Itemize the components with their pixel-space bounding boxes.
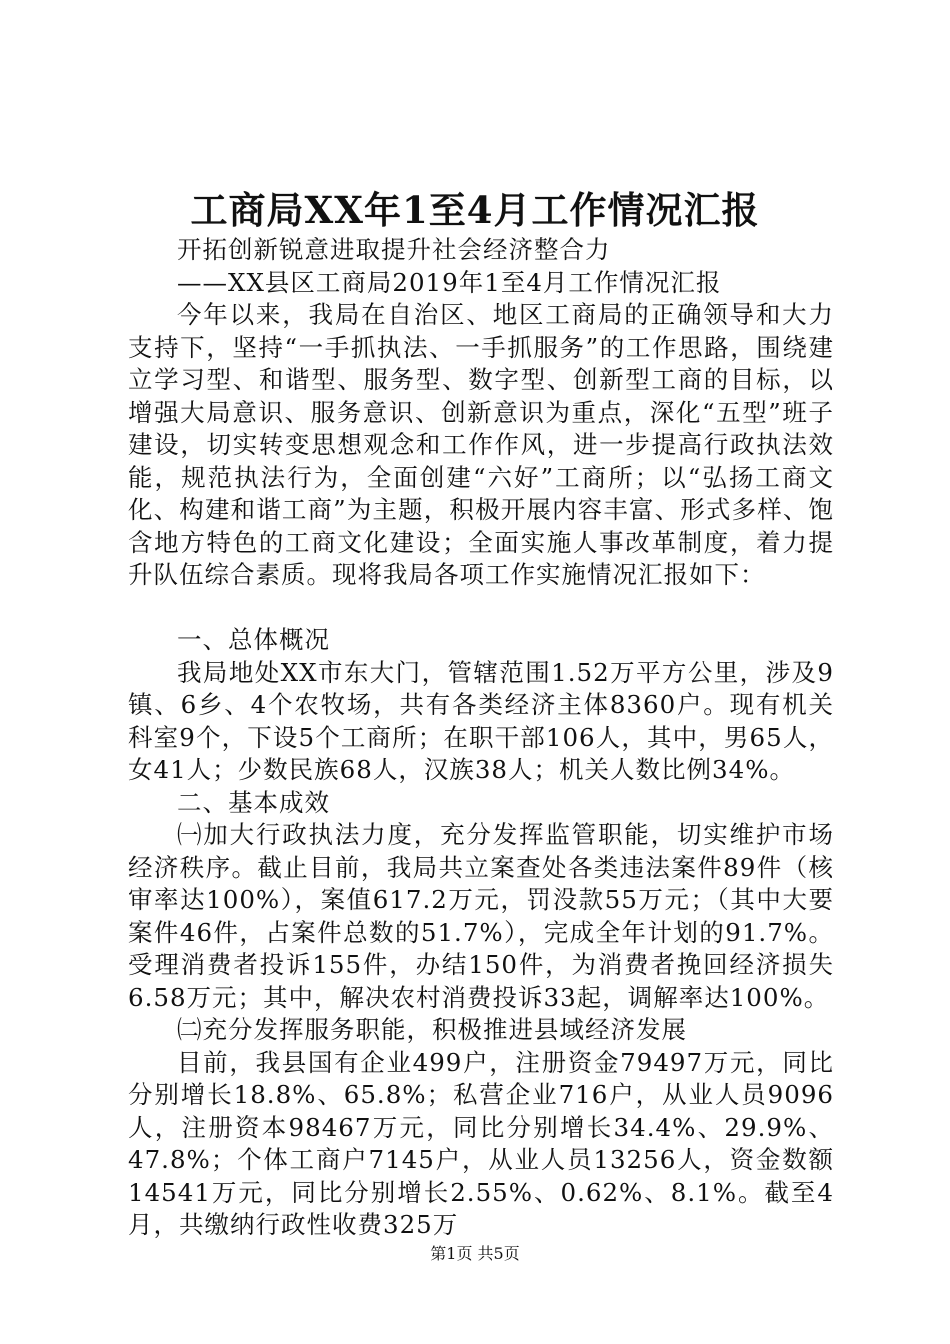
overview-paragraph: 我局地处XX市东大门，管辖范围1.52万平方公里，涉及9镇、6乡、4个农牧场，共有各类经济主体8360户。现有机关科室9个，下设5个工商所；在职干部106人，其中，男65人，女41人；少数民族68人，汉族38人；机关人数比例34%。: [128, 657, 834, 784]
section-heading-overview: 一、总体概况: [177, 625, 330, 654]
section-heading-results: 二、基本成效: [177, 787, 330, 817]
subtitle-report-line: ——XX县区工商局2019年1至4月工作情况汇报: [177, 267, 722, 297]
intro-paragraph: 今年以来，我局在自治区、地区工商局的正确领导和大力支持下，坚持“一手抓执法、一手抓服务”的工作思路，围绕建立学习型、和谐型、服务型、数字型、创新型工商的目标，以增强大局意识、服务意识、创新意识为重点，深化“五型”班子建设，切实转变思想观念和工作作风，进一步提高行政执法效能，规范执法行为，全面创建“六好”工商所；以“弘扬工商文化、构建和谐工商”为主题，积极开展内容丰富、形式多样、饱含地方特色的工商文化建设；全面实施人事改革制度，着力提升队伍综合素质。现将我局各项工作实施情况汇报如下：: [128, 300, 834, 589]
subtitle-line: 开拓创新锐意进取提升社会经济整合力: [177, 235, 611, 264]
enterprise-stats-paragraph: 目前，我县国有企业499户，注册资金79497万元，同比分别增长18.8%、65.8%；私营企业716户，从业人员9096人，注册资本98467万元，同比分别增长34.4%、29.9%、47.8%；个体工商户7145户，从业人员13256人，资金数额14541万元，同比分别增长2.55%、0.62%、8.1%。截至4月，共缴纳行政性收费325万: [128, 1047, 834, 1239]
document-body: [128, 234, 834, 1242]
service-subheading: ㈡充分发挥服务职能，积极推进县域经济发展: [177, 1015, 687, 1044]
enforcement-paragraph: ㈠加大行政执法力度，充分发挥监管职能，切实维护市场经济秩序。截止目前，我局共立案查处各类违法案件89件（核审率达100%），案值617.2万元，罚没款55万元；（其中大要案件46件，占案件总数的51.7%），完成全年计划的91.7%。受理消费者投诉155件，办结150件，为消费者挽回经济损失6.58万元；其中，解决农村消费投诉33起，调解率达100%。: [128, 820, 834, 1012]
page-number-footer: 第1页 共5页: [430, 1244, 520, 1263]
document-title: 工商局XX年1至4月工作情况汇报: [190, 188, 760, 232]
